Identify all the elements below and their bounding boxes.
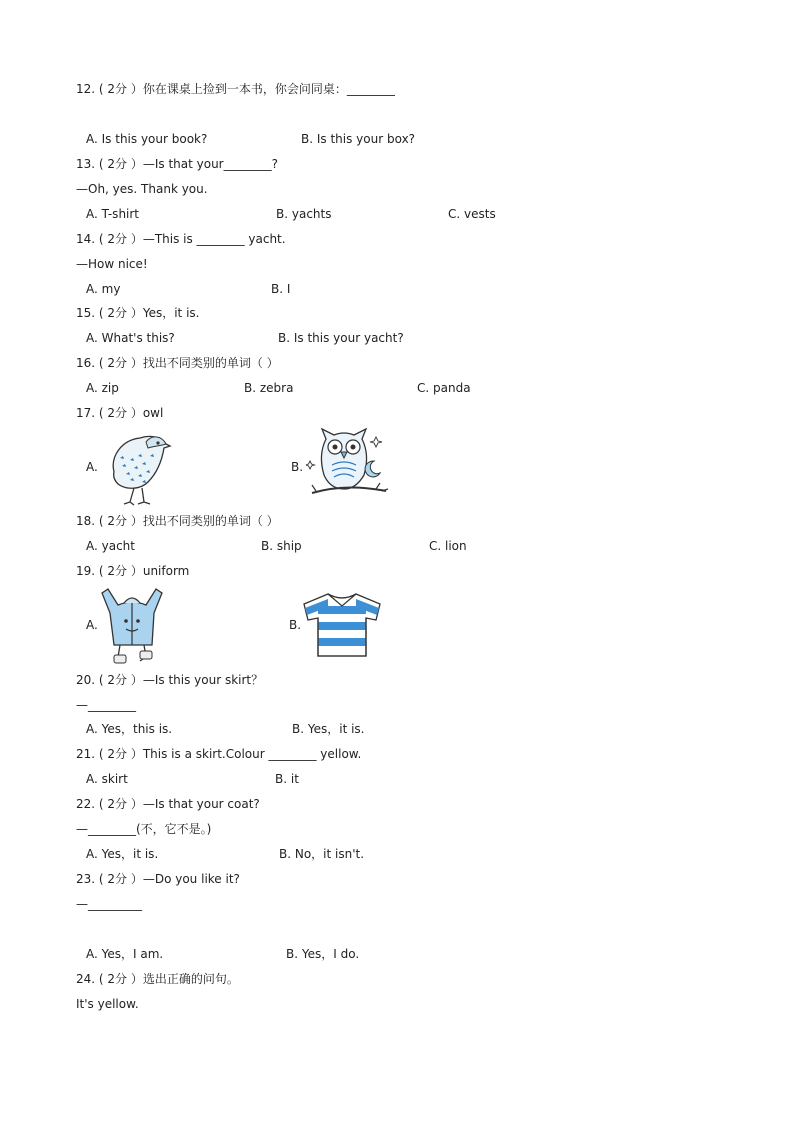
question-19-stem: 19. ( 2分 ）uniform bbox=[76, 564, 190, 578]
question-17-option-a-label[interactable]: A. bbox=[86, 460, 98, 474]
question-21-stem: 21. ( 2分 ）This is a skirt.Colour ________ yellow. bbox=[76, 747, 362, 761]
question-20-option-a[interactable]: A. Yes，this is. bbox=[86, 722, 173, 736]
question-16-stem: 16. ( 2分 ）找出不同类别的单词（ ） bbox=[76, 356, 279, 370]
question-17-stem: 17. ( 2分 ）owl bbox=[76, 406, 164, 420]
question-15-stem: 15. ( 2分 ）Yes，it is. bbox=[76, 306, 200, 320]
question-22-reply: —________(不，它不是。) bbox=[76, 822, 212, 836]
question-14-option-b[interactable]: B. I bbox=[271, 282, 291, 296]
question-20-reply: —________ bbox=[76, 698, 136, 712]
question-20-stem: 20. ( 2分 ）—Is this your skirt？ bbox=[76, 673, 264, 687]
question-18-option-b[interactable]: B. ship bbox=[261, 539, 302, 553]
question-20-option-b[interactable]: B. Yes，it is. bbox=[292, 722, 365, 736]
question-15-option-a[interactable]: A. What's this? bbox=[86, 331, 175, 345]
question-14-reply: —How nice! bbox=[76, 257, 148, 271]
question-12-option-b[interactable]: B. Is this your box? bbox=[301, 132, 416, 146]
question-13-reply: —Oh, yes. Thank you. bbox=[76, 182, 208, 196]
question-21-option-b[interactable]: B. it bbox=[275, 772, 299, 786]
question-18-option-c[interactable]: C. lion bbox=[429, 539, 467, 553]
quail-bird-illustration[interactable] bbox=[100, 426, 172, 506]
question-13-stem: 13. ( 2分 ）—Is that your________? bbox=[76, 157, 278, 171]
owl-illustration[interactable] bbox=[306, 425, 392, 507]
question-23-option-a[interactable]: A. Yes，I am. bbox=[86, 947, 164, 961]
question-18-stem: 18. ( 2分 ）找出不同类别的单词（ ） bbox=[76, 514, 279, 528]
question-13-option-b[interactable]: B. yachts bbox=[276, 207, 332, 221]
question-13-option-a[interactable]: A. T-shirt bbox=[86, 207, 140, 221]
question-21-option-a[interactable]: A. skirt bbox=[86, 772, 128, 786]
question-23-stem: 23. ( 2分 ）—Do you like it? bbox=[76, 872, 240, 886]
question-12-option-a[interactable]: A. Is this your book? bbox=[86, 132, 208, 146]
question-19-option-b-label[interactable]: B. bbox=[289, 618, 302, 632]
question-22-option-b[interactable]: B. No，it isn't. bbox=[279, 847, 365, 861]
question-24-stem: 24. ( 2分 ）选出正确的问句。 bbox=[76, 972, 239, 986]
question-16-option-a[interactable]: A. zip bbox=[86, 381, 119, 395]
question-16-option-c[interactable]: C. panda bbox=[417, 381, 471, 395]
question-14-stem: 14. ( 2分 ）—This is ________ yacht. bbox=[76, 232, 286, 246]
question-14-option-a[interactable]: A. my bbox=[86, 282, 121, 296]
question-23-option-b[interactable]: B. Yes，I do. bbox=[286, 947, 360, 961]
question-17-option-b-label[interactable]: B. bbox=[291, 460, 304, 474]
question-15-option-b[interactable]: B. Is this your yacht? bbox=[278, 331, 404, 345]
jacket-illustration[interactable] bbox=[98, 585, 168, 667]
question-19-option-a-label[interactable]: A. bbox=[86, 618, 98, 632]
question-22-option-a[interactable]: A. Yes，it is. bbox=[86, 847, 159, 861]
question-24-reply: It's yellow. bbox=[76, 997, 139, 1011]
question-23-reply: —_________ bbox=[76, 897, 142, 911]
question-18-option-a[interactable]: A. yacht bbox=[86, 539, 135, 553]
question-16-option-b[interactable]: B. zebra bbox=[244, 381, 294, 395]
question-13-option-c[interactable]: C. vests bbox=[448, 207, 496, 221]
striped-shirt-illustration[interactable] bbox=[302, 590, 382, 660]
question-22-stem: 22. ( 2分 ）—Is that your coat? bbox=[76, 797, 260, 811]
question-12-stem: 12. ( 2分 ）你在课桌上捡到一本书，你会问同桌：________ bbox=[76, 82, 395, 96]
